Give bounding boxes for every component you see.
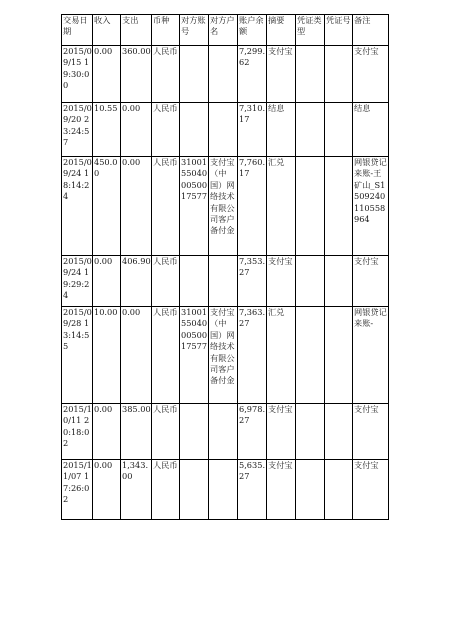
cell-income: 0.00 [93,460,121,520]
cell-voucher-type [296,46,325,103]
table-row [62,157,389,256]
cell-date: 2015/09/28 13:14:55 [62,307,93,404]
cell-counterparty-account [180,404,209,460]
table-row [62,460,389,520]
table-row [62,103,389,157]
cell-date: 2015/09/20 23:24:57 [62,103,93,157]
table-header-row [62,15,389,46]
cell-balance: 6,978.27 [238,404,267,460]
cell-voucher-number [325,256,353,307]
cell-voucher-type [296,157,325,256]
cell-summary: 支付宝 [267,256,296,307]
cell-voucher-type [296,103,325,157]
header-cell-summary: 摘要 [267,15,296,46]
cell-counterparty-account: 31001550400050017577 [180,307,209,404]
table-row [62,256,389,307]
cell-voucher-type [296,404,325,460]
cell-remarks: 支付宝 [353,256,389,307]
cell-currency: 人民币 [152,46,180,103]
cell-income: 0.00 [93,404,121,460]
cell-counterparty-name: 支付宝（中国）网络技术有限公司客户备付金 [209,307,238,404]
cell-summary: 支付宝 [267,404,296,460]
cell-income: 10.55 [93,103,121,157]
cell-voucher-number [325,157,353,256]
cell-counterparty-name [209,46,238,103]
cell-income: 0.00 [93,46,121,103]
cell-currency: 人民币 [152,157,180,256]
cell-date: 2015/09/24 19:29:24 [62,256,93,307]
cell-summary: 支付宝 [267,460,296,520]
table-row [62,404,389,460]
cell-date: 2015/09/24 18:14:24 [62,157,93,256]
header-cell-voucher-number: 凭证号 [325,15,353,46]
header-cell-expense: 支出 [121,15,152,46]
header-cell-balance: 账户余额 [238,15,267,46]
cell-balance: 7,760.17 [238,157,267,256]
cell-expense: 406.90 [121,256,152,307]
cell-balance: 7,299.62 [238,46,267,103]
cell-balance: 7,363.27 [238,307,267,404]
cell-remarks: 支付宝 [353,404,389,460]
cell-currency: 人民币 [152,307,180,404]
cell-currency: 人民币 [152,404,180,460]
cell-voucher-number [325,404,353,460]
cell-date: 2015/10/11 20:18:02 [62,404,93,460]
header-cell-counterparty-account: 对方账号 [180,15,209,46]
cell-date: 2015/09/15 19:30:00 [62,46,93,103]
table-row [62,307,389,404]
cell-summary: 支付宝 [267,46,296,103]
transaction-table [61,14,389,520]
cell-balance: 5,635.27 [238,460,267,520]
cell-income: 0.00 [93,256,121,307]
cell-balance: 7,353.27 [238,256,267,307]
cell-summary: 汇兑 [267,307,296,404]
cell-currency: 人民币 [152,256,180,307]
cell-currency: 人民币 [152,103,180,157]
cell-expense: 1,343.00 [121,460,152,520]
cell-expense: 0.00 [121,307,152,404]
cell-counterparty-account [180,46,209,103]
cell-voucher-type [296,256,325,307]
cell-date: 2015/11/07 17:26:02 [62,460,93,520]
cell-remarks: 网银贷记来账- [353,307,389,404]
cell-counterparty-account [180,256,209,307]
cell-voucher-number [325,46,353,103]
cell-voucher-number [325,103,353,157]
cell-counterparty-account [180,460,209,520]
cell-summary: 汇兑 [267,157,296,256]
cell-expense: 0.00 [121,157,152,256]
cell-remarks: 支付宝 [353,460,389,520]
header-cell-voucher-type: 凭证类型 [296,15,325,46]
cell-voucher-number [325,307,353,404]
cell-voucher-number [325,460,353,520]
cell-remarks: 支付宝 [353,46,389,103]
cell-counterparty-account: 31001550400050017577 [180,157,209,256]
cell-summary: 结息 [267,103,296,157]
cell-remarks: 网银贷记来账-王矿山_S1509240110558964 [353,157,389,256]
cell-counterparty-name: 支付宝（中国）网络技术有限公司客户备付金 [209,157,238,256]
cell-voucher-type [296,460,325,520]
cell-expense: 0.00 [121,103,152,157]
cell-expense: 360.00 [121,46,152,103]
header-cell-currency: 币种 [152,15,180,46]
cell-counterparty-name [209,103,238,157]
cell-voucher-type [296,307,325,404]
table-row [62,46,389,103]
cell-balance: 7,310.17 [238,103,267,157]
cell-counterparty-name [209,256,238,307]
cell-income: 450.00 [93,157,121,256]
header-cell-date: 交易日期 [62,15,93,46]
header-cell-counterparty-name: 对方户名 [209,15,238,46]
cell-counterparty-name [209,404,238,460]
header-cell-income: 收入 [93,15,121,46]
cell-expense: 385.00 [121,404,152,460]
cell-counterparty-account [180,103,209,157]
header-cell-remarks: 备注 [353,15,389,46]
cell-remarks: 结息 [353,103,389,157]
cell-currency: 人民币 [152,460,180,520]
cell-counterparty-name [209,460,238,520]
cell-income: 10.00 [93,307,121,404]
